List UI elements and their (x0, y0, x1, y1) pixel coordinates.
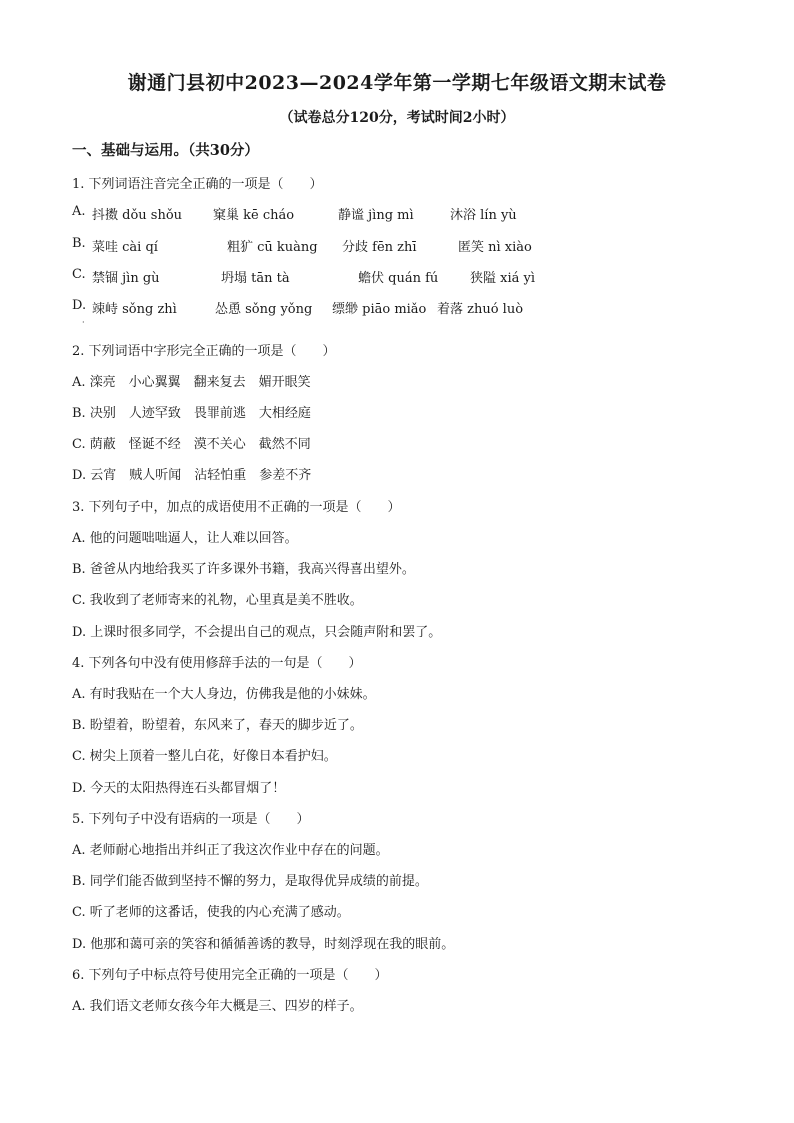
q1-word: 狭隘 xiá yì (470, 271, 536, 286)
emphasis-dot: · (82, 318, 85, 327)
q5-option: A. 老师耐心地指出并纠正了我这次作业中存在的问题。 (72, 843, 389, 858)
q5-option: B. 同学们能否做到坚持不懈的努力，是取得优异成绩的前提。 (72, 874, 428, 889)
question-4-stem: 4. 下列各句中没有使用修辞手法的一句是（ ） (72, 656, 362, 671)
q1-word: 着落 zhuó luò (437, 302, 524, 317)
q1-word: 坍塌 tān tà (221, 271, 290, 286)
q3-option: D. 上课时很多同学，不会提出自己的观点，只会随声附和罢了。 (72, 625, 442, 640)
section-heading: 一、基础与运用。（共30分） (72, 142, 259, 159)
q1-word: 抖擞 dǒu shǒu (92, 208, 183, 223)
q3-option: A. 他的问题咄咄逼人，让人难以回答。 (72, 531, 298, 546)
question-3-stem: 3. 下列句子中，加点的成语使用不正确的一项是（ ） (72, 500, 401, 515)
q2-option: D. 云宵 贼人听闻 沾轻怕重 参差不齐 (72, 468, 312, 483)
q1-option-label: D. (72, 298, 87, 313)
q1-word: 禁锢 jìn gù (92, 271, 160, 286)
q5-option: C. 听了老师的这番话，使我的内心充满了感动。 (72, 905, 350, 920)
question-2-stem: 2. 下列词语中字形完全正确的一项是（ ） (72, 344, 336, 359)
q3-option: B. 爸爸从内地给我买了许多课外书籍，我高兴得喜出望外。 (72, 562, 415, 577)
q1-word: 沐浴 lín yù (450, 208, 517, 223)
q1-word: 缥缈 piāo miǎo (332, 302, 427, 317)
q2-option: A. 滦亮 小心翼翼 翻来复去 媚开眼笑 (72, 375, 311, 390)
q2-option: C. 荫蔽 怪诞不经 漠不关心 截然不同 (72, 437, 311, 452)
q1-option-label: B. (72, 236, 86, 251)
q1-word: 分歧 fēn zhī (342, 240, 417, 255)
question-6-stem: 6. 下列句子中标点符号使用完全正确的一项是（ ） (72, 968, 388, 983)
q1-word: 怂恿 sǒng yǒng (215, 302, 313, 317)
q1-word: 蟾伏 quán fú (358, 271, 439, 286)
q2-option: B. 决别 人迹罕致 畏罪前逃 大相经庭 (72, 406, 311, 421)
q1-word: 窠巢 kē cháo (213, 208, 295, 223)
q5-option: D. 他那和蔼可亲的笑容和循循善诱的教导，时刻浮现在我的眼前。 (72, 937, 455, 952)
q1-word: 菜哇 cài qí (92, 240, 158, 255)
q3-option: C. 我收到了老师寄来的礼物，心里真是美不胜收。 (72, 593, 363, 608)
q1-word: 匿笑 nì xiào (458, 240, 532, 255)
q1-word: 竦峙 sǒng zhì (92, 302, 177, 317)
q6-option: A. 我们语文老师女孩今年大概是三、四岁的样子。 (72, 999, 363, 1014)
question-1-stem: 1. 下列词语注音完全正确的一项是（ ） (72, 177, 323, 192)
q4-option: D. 今天的太阳热得连石头都冒烟了！ (72, 781, 286, 796)
q1-option-label: C. (72, 267, 86, 282)
q1-word: 静谧 jìng mì (338, 208, 414, 223)
q4-option: A. 有时我贴在一个大人身边，仿佛我是他的小妹妹。 (72, 687, 376, 702)
exam-title: 谢通门县初中2023—2024学年第一学期七年级语文期末试卷 (127, 72, 667, 94)
q1-option-label: A. (72, 204, 86, 219)
question-5-stem: 5. 下列句子中没有语病的一项是（ ） (72, 812, 310, 827)
q4-option: B. 盼望着，盼望着，东风来了，春天的脚步近了。 (72, 718, 363, 733)
exam-subtitle: （试卷总分120分，考试时间2小时） (279, 110, 515, 126)
q1-word: 粗犷 cū kuàng (227, 240, 318, 255)
q4-option: C. 树尖上顶着一整儿白花，好像日本看护妇。 (72, 749, 337, 764)
